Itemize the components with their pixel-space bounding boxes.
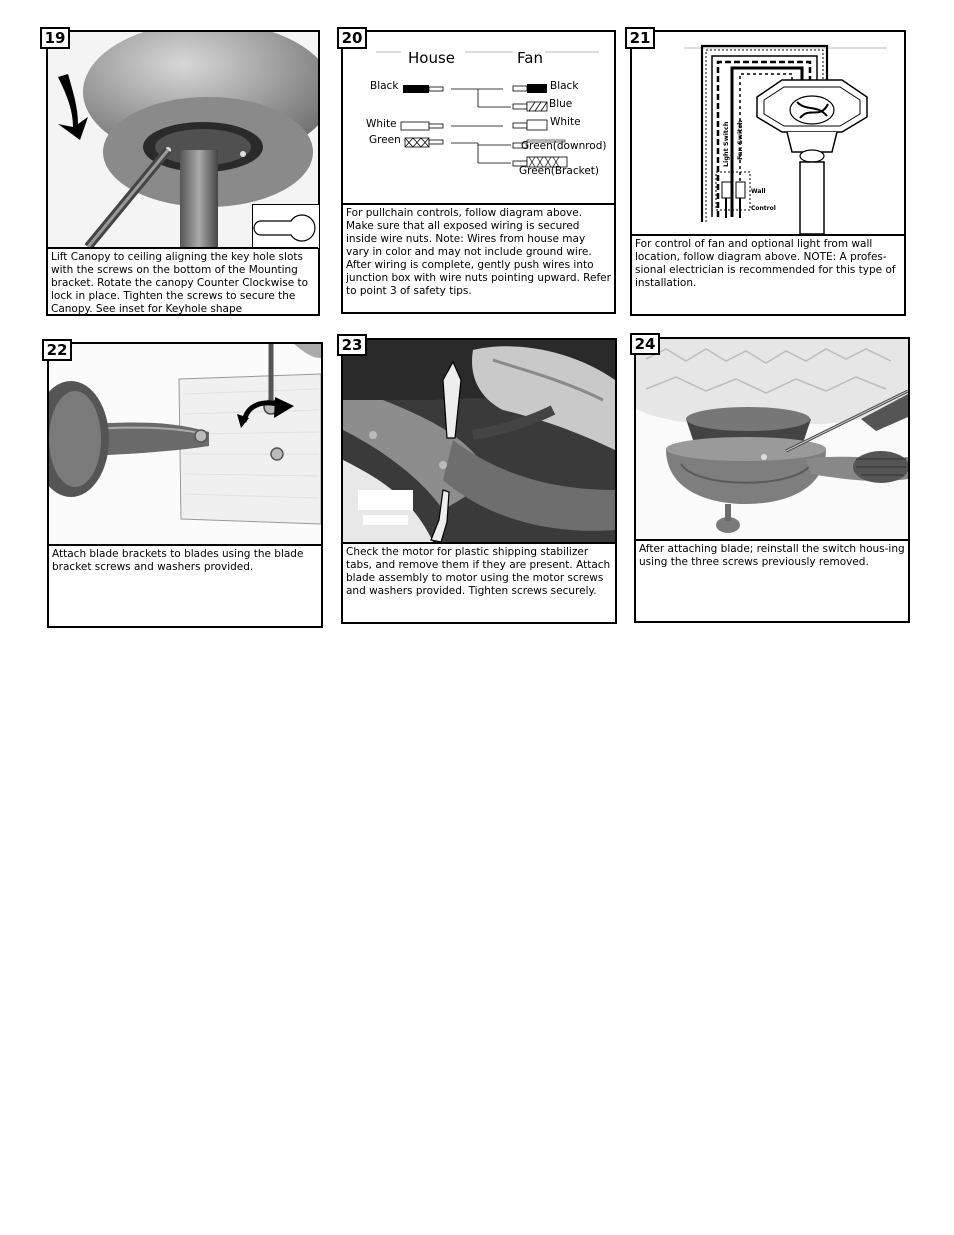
step-24-photo <box>636 339 908 539</box>
step-21-panel <box>630 30 906 316</box>
step-23-photo <box>343 340 615 542</box>
light-switch-label: Light Switch <box>722 121 730 167</box>
step-20-panel <box>341 30 616 314</box>
step-24-panel <box>634 337 910 623</box>
fan-switch-label: Fan Switch <box>736 120 744 160</box>
step-21-caption <box>632 234 904 314</box>
house-white-label: White <box>366 118 397 130</box>
step-22-panel <box>47 342 323 628</box>
step-20-text: For pullchain controls, follow diagram above. Make sure that all exposed wiring is secured inside wire nuts. Note: Wires from house may vary in color and may not include ground wire. After wiring is complete, gently push wires into junction box with wire nuts pointing upward. Refer to point 3 of safety tips. <box>346 207 611 297</box>
wiring-house-heading: House <box>408 49 456 67</box>
step-19-number: 19 <box>40 27 70 49</box>
step-20-number: 20 <box>337 27 367 49</box>
step-19-text: Lift Canopy to ceiling aligning the key hole slots with the screws on the bottom of the Mounting bracket. Rotate the canopy Counter Clockwise to lock in place. Tighten the screws to secure the Canopy. See inset for Keyhole shape <box>51 251 309 315</box>
step-20-caption <box>343 203 614 312</box>
step-22-text: Attach blade brackets to blades using the blade bracket screws and washers provided. <box>52 548 304 573</box>
keyhole-inset <box>252 204 319 248</box>
step-22-photo <box>49 344 321 544</box>
step-23-text: Check the motor for plastic shipping stabilizer tabs, and remove them if they are present. Attach blade assembly to motor using the motor screws and washers provided. Tighten screws securely. <box>346 546 611 597</box>
control-label: Control <box>751 205 776 212</box>
house-black-label: Black <box>370 80 399 92</box>
step-23-number: 23 <box>337 334 367 356</box>
step-24-number: 24 <box>630 333 660 355</box>
wall-label: Wall <box>751 188 766 195</box>
switch-wiring-diagram <box>632 32 904 234</box>
fan-white-label: White <box>550 116 581 128</box>
step-22-caption <box>49 544 321 626</box>
house-green-label: Green <box>369 134 401 146</box>
step-23-caption <box>343 542 615 622</box>
fan-black-label: Black <box>550 80 579 92</box>
fan-green-bracket-label: Green(Bracket) <box>519 165 600 177</box>
wiring-fan-heading: Fan <box>517 49 543 67</box>
fan-green-downrod-label: Green(downrod) <box>521 140 607 152</box>
step-22-number: 22 <box>42 339 72 361</box>
keyhole-icon <box>253 205 317 247</box>
step-21-text: For control of fan and optional light from wall location, follow diagram above. NOTE: A profes-sional electrician is recommended for this type of installation. <box>635 238 896 289</box>
step-19-caption <box>48 247 318 314</box>
step-24-text: After attaching blade; reinstall the switch hous-ing using the three screws previously removed. <box>639 543 905 568</box>
step-24-caption <box>636 539 908 621</box>
fan-blue-label: Blue <box>549 98 573 110</box>
step-21-number: 21 <box>625 27 655 49</box>
step-19-panel <box>46 30 320 316</box>
step-23-panel <box>341 338 617 624</box>
